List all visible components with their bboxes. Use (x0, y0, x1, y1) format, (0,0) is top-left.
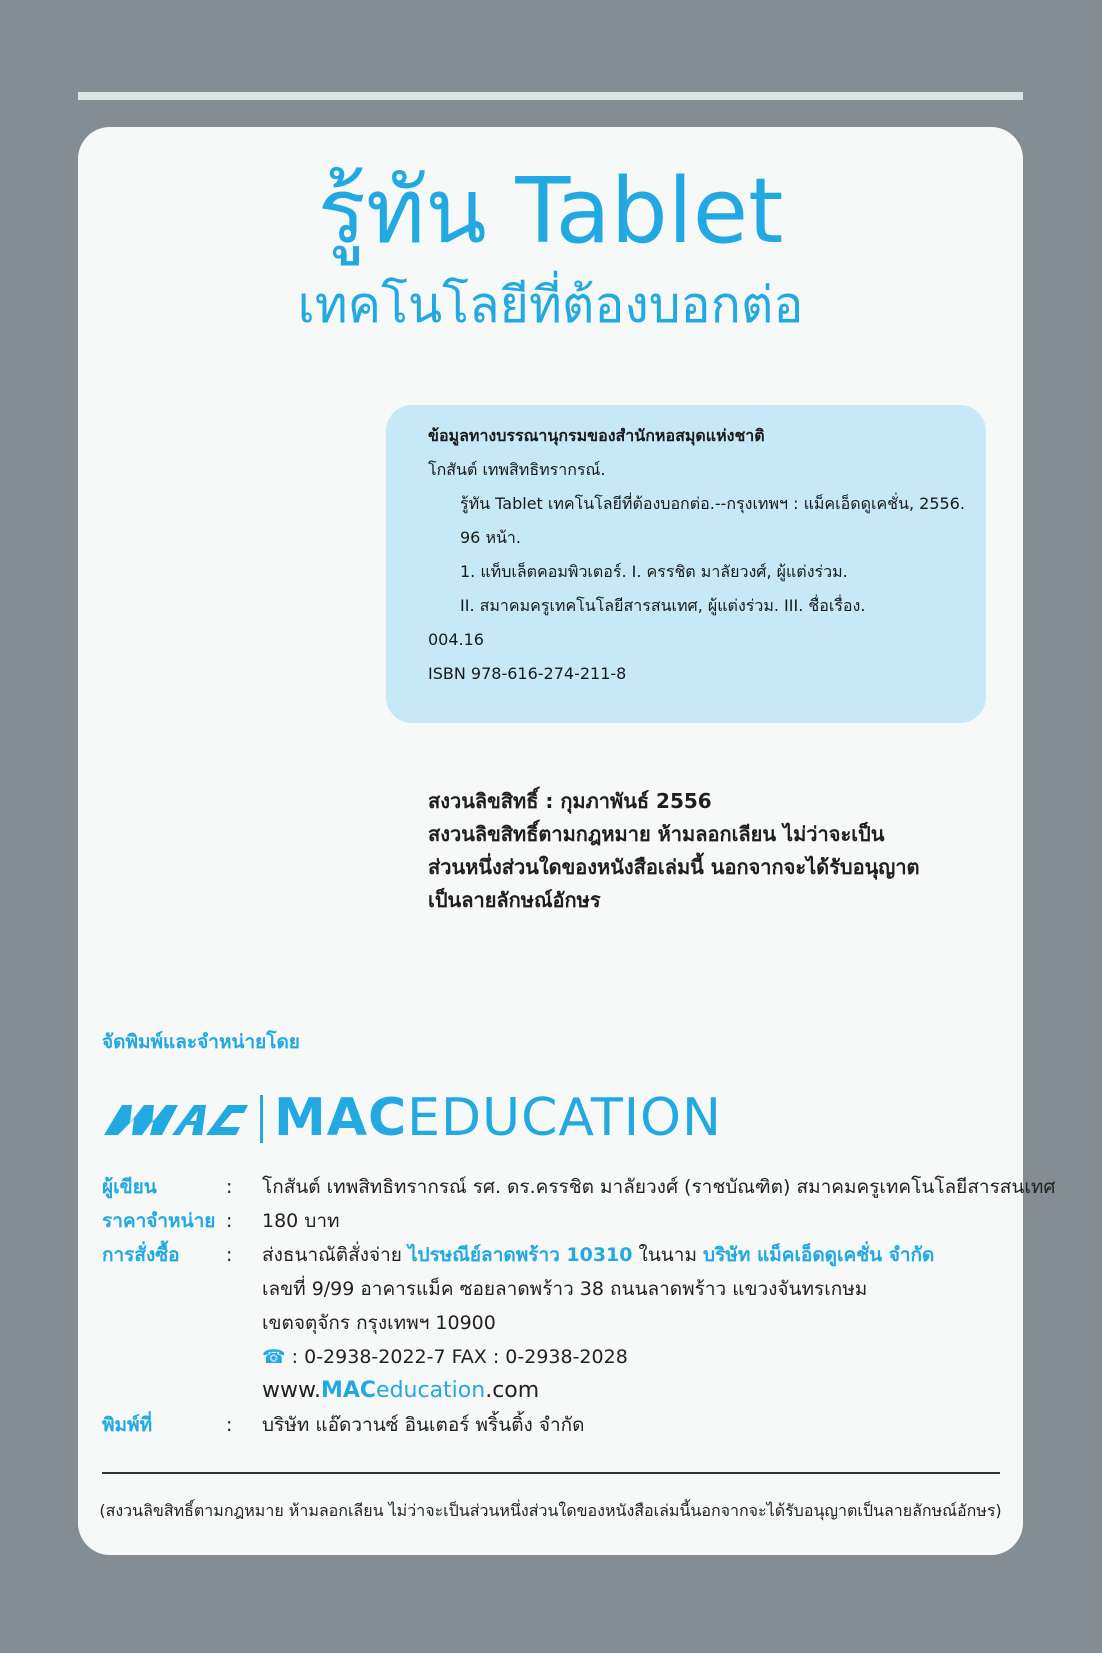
address-line-1: เลขที่ 9/99 อาคารแม็ค ซอยลาดพร้าว 38 ถนนลาดพร้าว แขวงจันทรเกษม (262, 1278, 868, 1300)
logo-wordmark (274, 1087, 722, 1149)
cip-author: โกสันต์ เทพสิทธิทรากรณ์. (428, 460, 606, 479)
phone-value (262, 1340, 628, 1374)
price-value: 180 บาท (262, 1210, 340, 1232)
logo-education: EDUCATION (407, 1088, 722, 1148)
cip-title-line: รู้ทัน Tablet เทคโนโลยีที่ต้องบอกต่อ.--กรุงเทพฯ : แม็คเอ็ดดูเคชั่น, 2556. (460, 494, 965, 513)
web-www: www. (262, 1378, 321, 1403)
author-value: โกสันต์ เทพสิทธิทรากรณ์ รศ. ดร.ครรชิต มาลัยวงศ์ (ราชบัณฑิต) สมาคมครูเทคโนโลยีสารสนเทศ (262, 1176, 1056, 1198)
printer-value: บริษัท แอ๊ดวานซ์ อินเตอร์ พริ้นติ้ง จำกัด (262, 1414, 585, 1436)
copyright-notice (428, 785, 988, 917)
phone-icon: ☎ (262, 1346, 286, 1368)
book-subtitle: เทคโนโลยีที่ต้องบอกต่อ (297, 276, 804, 334)
mac-logo-icon (102, 1093, 252, 1143)
top-divider (78, 92, 1023, 100)
copyright-line: สงวนลิขสิทธิ์ตามกฎหมาย ห้ามลอกเลียน ไม่ว่าจะเป็น (428, 822, 885, 846)
order-company: บริษัท แม็คเอ็ดดูเคชั่น จำกัด (703, 1244, 935, 1266)
cip-box (386, 405, 986, 723)
copyright-line: เป็นลายลักษณ์อักษร (428, 888, 601, 912)
web-com: .com (485, 1378, 540, 1403)
web-mac: MAC (320, 1378, 377, 1403)
printer-label: พิมพ์ที่ (102, 1414, 153, 1436)
logo-mac: MAC (274, 1088, 408, 1148)
footer-note: (สงวนลิขสิทธิ์ตามกฎหมาย ห้ามลอกเลียน ไม่ว่าจะเป็นส่วนหนึ่งส่วนใดของหนังสือเล่มนี้นอกจากจะได้รับอนุญาตเป็นลายลักษณ์อักษร) (99, 1501, 1002, 1520)
phone-numbers: : 0-2938-2022-7 FAX : 0-2938-2028 (291, 1346, 628, 1368)
address-line-2: เขตจตุจักร กรุงเทพฯ 10900 (262, 1312, 496, 1334)
order-label: การสั่งซื้อ (102, 1244, 180, 1266)
copyright-line: ส่วนหนึ่งส่วนใดของหนังสือเล่มนี้ นอกจากจะได้รับอนุญาต (428, 855, 920, 879)
order-mid: ในนาม (632, 1244, 704, 1266)
cip-isbn: ISBN 978-616-274-211-8 (428, 664, 627, 683)
logo-divider (260, 1095, 263, 1143)
copyright-date: สงวนลิขสิทธิ์ : กุมภาพันธ์ 2556 (428, 789, 712, 813)
publisher-label: จัดพิมพ์และจำหน่ายโดย (102, 1031, 300, 1053)
cip-heading: ข้อมูลทางบรรณานุกรมของสำนักหอสมุดแห่งชาติ (428, 426, 765, 445)
mac-education-logo (102, 1087, 742, 1149)
cip-class-number: 004.16 (428, 630, 484, 649)
website-link[interactable] (262, 1374, 539, 1408)
book-title: รู้ทัน Tablet (317, 159, 784, 264)
footer-divider (102, 1472, 1000, 1474)
colon: : (226, 1210, 233, 1232)
order-pre: ส่งธนาณัติสั่งจ่าย (262, 1244, 408, 1266)
colon: : (226, 1414, 233, 1436)
author-label: ผู้เขียน (102, 1176, 157, 1198)
price-label: ราคาจำหน่าย (102, 1210, 216, 1232)
colon: : (226, 1244, 233, 1266)
cip-pages: 96 หน้า. (460, 528, 521, 547)
cip-subject-2: II. สมาคมครูเทคโนโลยีสารสนเทศ, ผู้แต่งร่วม. III. ชื่อเรื่อง. (460, 596, 866, 615)
web-edu: education (376, 1378, 486, 1403)
order-value (262, 1238, 934, 1272)
copyright-page (78, 127, 1056, 1555)
colon: : (226, 1176, 233, 1198)
cip-subject-1: 1. แท็บเล็ตคอมพิวเตอร์. I. ครรชิต มาลัยวงศ์, ผู้แต่งร่วม. (460, 562, 848, 581)
order-post-office: ไปรษณีย์ลาดพร้าว 10310 (407, 1244, 633, 1266)
